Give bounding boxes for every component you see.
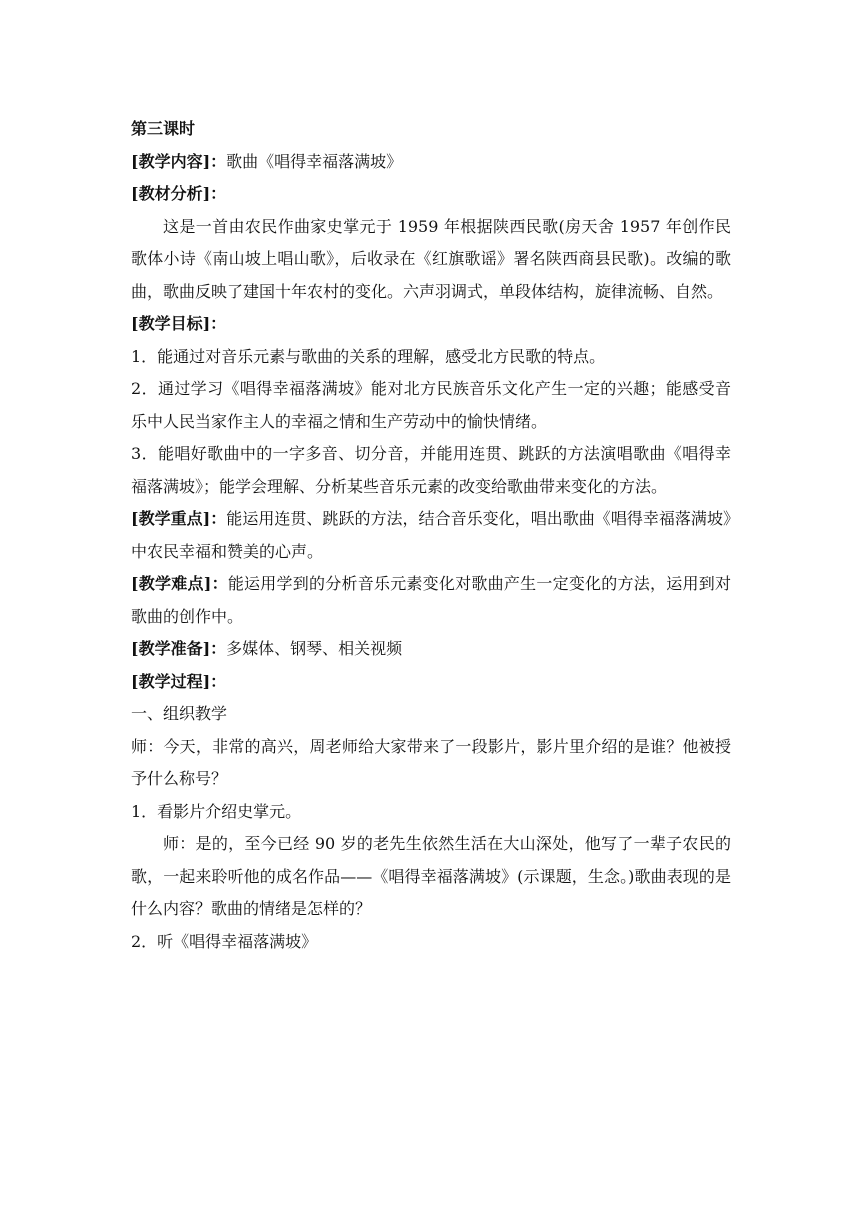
preparation-label: [教学准备]： (131, 639, 227, 658)
lesson-title: 第三课时 (131, 119, 196, 138)
document-page (131, 113, 731, 958)
difficulty-text: 能运用学到的分析音乐元素变化对歌曲产生一定变化的方法，运用到对歌曲的创作中。 (131, 574, 731, 626)
teaching-content (131, 146, 731, 179)
process-section-1: 一、组织教学 (131, 704, 228, 723)
process-step-1: 1．看影片介绍史掌元。 (131, 801, 302, 821)
key-point-label: [教学重点]： (131, 509, 227, 528)
difficulty-label: [教学难点]： (131, 574, 228, 593)
goals-label: [教学目标]： (131, 314, 227, 333)
goal-item-1: 1．能通过对音乐元素与歌曲的关系的理解，感受北方民歌的特点。 (131, 346, 606, 366)
process-step-2: 2．听《唱得幸福落满坡》 (131, 931, 318, 951)
teacher-speech-1: 师：今天，非常的高兴，周老师给大家带来了一段影片，影片里介绍的是谁？他被授予什么称号？ (131, 736, 731, 788)
goal-item-3: 3．能唱好歌曲中的一字多音、切分音，并能用连贯、跳跃的方法演唱歌曲《唱得幸福落满坡》；能学会理解、分析某些音乐元素的改变给歌曲带来变化的方法。 (131, 444, 731, 496)
key-point (131, 503, 731, 568)
preparation-text: 多媒体、钢琴、相关视频 (226, 639, 403, 658)
difficulty (131, 568, 731, 633)
teaching-content-label: [教学内容]： (131, 151, 227, 171)
teaching-content-text: 歌曲《唱得幸福落满坡》 (226, 151, 403, 171)
analysis-text: 这是一首由农民作曲家史掌元于 1959 年根据陕西民歌(房天舍 1957 年创作民歌体小诗《南山坡上唱山歌》，后收录在《红旗歌谣》署名陕西商县民歌)。改编的歌曲，歌曲反映了建国十年农村的变化。六声羽调式，单段体结构，旋律流畅、自然。 (131, 216, 731, 301)
analysis-label: [教材分析]： (131, 184, 227, 203)
preparation (131, 633, 731, 666)
goal-item-2: 2．通过学习《唱得幸福落满坡》能对北方民族音乐文化产生一定的兴趣；能感受音乐中人民当家作主人的幸福之情和生产劳动中的愉快情绪。 (131, 379, 731, 431)
key-point-text: 能运用连贯、跳跃的方法，结合音乐变化，唱出歌曲《唱得幸福落满坡》中农民幸福和赞美的心声。 (131, 509, 731, 561)
process-label: [教学过程]： (131, 671, 227, 691)
teacher-speech-2: 师：是的，至今已经 90 岁的老先生依然生活在大山深处，他写了一辈子农民的歌，一起来聆听他的成名作品——《唱得幸福落满坡》(示课题，生念。)歌曲表现的是什么内容？歌曲的情绪是怎样的？ (131, 834, 731, 918)
